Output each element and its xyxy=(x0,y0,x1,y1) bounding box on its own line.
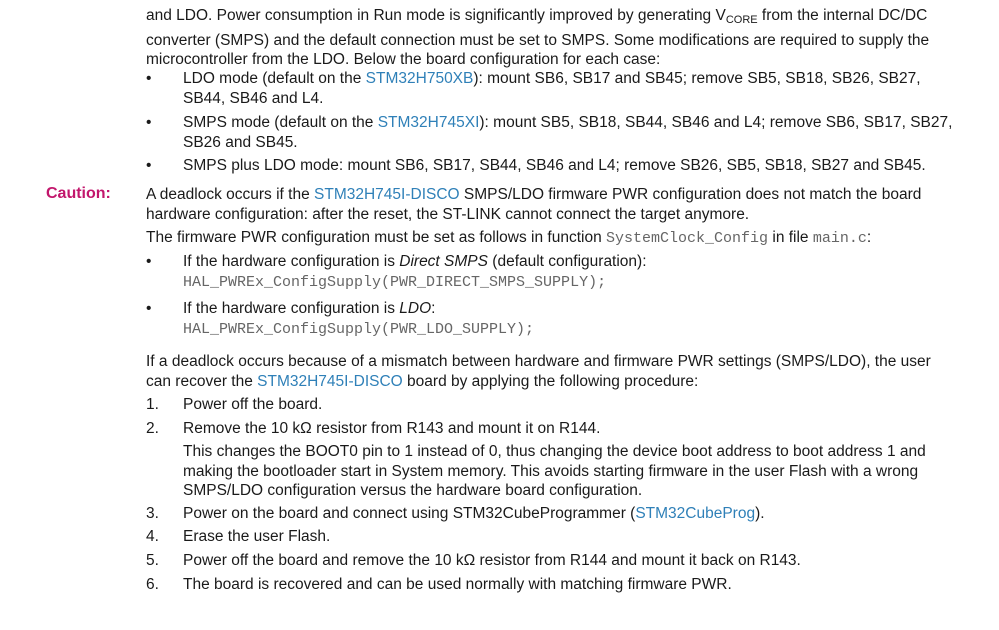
caution-text: A deadlock occurs if the xyxy=(146,186,315,203)
stm32h745i-disco-link-2[interactable]: STM32H745I-DISCO xyxy=(257,372,403,390)
bullet-marker: • xyxy=(146,253,152,270)
stm32h750xb-link[interactable]: STM32H750XB xyxy=(365,70,474,87)
config-text: in file xyxy=(768,229,813,246)
config-text: The firmware PWR configuration must be set as follows in function xyxy=(146,229,607,246)
config-text: : xyxy=(431,300,436,317)
firmware-config-paragraph xyxy=(146,228,966,249)
caution-paragraph xyxy=(146,185,926,224)
step-number: 1. xyxy=(146,396,159,413)
step-number: 3. xyxy=(146,505,159,522)
ldo-code: HAL_PWREx_ConfigSupply(PWR_LDO_SUPPLY); xyxy=(183,320,535,338)
direct-smps-code: HAL_PWREx_ConfigSupply(PWR_DIRECT_SMPS_SUPPLY); xyxy=(183,273,607,291)
step-text-pre: Power on the board and connect using STM32CubeProgrammer ( xyxy=(183,505,636,522)
mode-text: SMPS mode (default on the xyxy=(183,114,378,131)
stm32cubeprog-link[interactable]: STM32CubeProg xyxy=(635,505,756,522)
main-c-code: main.c xyxy=(812,230,867,247)
bullet-marker: • xyxy=(146,300,152,317)
step-number: 4. xyxy=(146,528,159,545)
step-text: The board is recovered and can be used normally with matching firmware PWR. xyxy=(183,576,732,593)
caution-text: SMPS/LDO firmware PWR configuration does not match the board hardware configuration: after the reset, the ST-LINK cannot connect the target anymore. xyxy=(146,186,922,223)
list-item-text: SMPS plus LDO mode: mount SB6, SB17, SB44, SB46 and L4; remove SB26, SB5, SB18, SB27 and SB45. xyxy=(183,157,926,174)
bullet-marker: • xyxy=(146,157,152,174)
bullet-marker: • xyxy=(146,114,152,131)
intro-text-pre: and LDO. Power consumption in Run mode is significantly improved by generating V xyxy=(146,7,726,24)
list-item-text xyxy=(183,113,963,152)
caution-label: Caution: xyxy=(46,185,111,202)
step-text: Erase the user Flash. xyxy=(183,528,331,545)
list-item-text xyxy=(183,69,963,108)
step-number: 2. xyxy=(146,420,159,437)
mode-text: LDO mode (default on the xyxy=(183,70,366,87)
config-emphasis: LDO xyxy=(399,300,432,317)
deadlock-text: board by applying the following procedure: xyxy=(402,372,699,390)
step-text: Power off the board and remove the 10 kΩ resistor from R144 and mount it back on R143. xyxy=(183,552,801,569)
step-number: 6. xyxy=(146,576,159,593)
mode-text: ): mount SB6, SB17 and SB45; remove SB5, SB18, SB26, SB27, SB44, SB46 and L4. xyxy=(183,70,921,107)
stm32h745i-disco-link[interactable]: STM32H745I-DISCO xyxy=(314,186,460,203)
vcore-subscript: CORE xyxy=(725,14,758,26)
config-emphasis: Direct SMPS xyxy=(399,253,488,270)
step-text-post: ). xyxy=(755,505,765,522)
deadlock-paragraph xyxy=(146,352,936,391)
step-text xyxy=(183,504,943,524)
step-number: 5. xyxy=(146,552,159,569)
step-text: Remove the 10 kΩ resistor from R143 and mount it on R144. xyxy=(183,420,601,437)
bullet-marker: • xyxy=(146,70,152,87)
config-text: If the hardware configuration is xyxy=(183,253,400,270)
mode-text: ): mount SB5, SB18, SB44, SB46 and L4; remove SB6, SB17, SB27, SB26 and SB45. xyxy=(183,114,953,151)
list-item-text xyxy=(183,252,963,292)
config-text: (default configuration): xyxy=(487,253,647,270)
deadlock-text: If a deadlock occurs because of a mismatch between hardware and firmware PWR settings (SMPS/LDO), the user can recover the xyxy=(146,353,931,390)
intro-paragraph xyxy=(146,6,936,70)
list-item-text xyxy=(183,299,963,339)
stm32h745xi-link[interactable]: STM32H745XI xyxy=(377,114,480,131)
intro-text-post: from the internal DC/DC converter (SMPS) and the default connection must be set to SMPS. Some modifications are required to supply the microcontroller from the LDO. Below the board configuration for each case: xyxy=(146,7,930,68)
config-text: If the hardware configuration is xyxy=(183,300,400,317)
step-note-text: This changes the BOOT0 pin to 1 instead of 0, thus changing the device boot address to boot address 1 and making the bootloader start in System memory. This avoids starting firmware in the user Flash with a wrong SMPS/LDO configuration versus the hardware board configuration. xyxy=(183,443,926,499)
config-text: : xyxy=(866,229,872,246)
step-text: Power off the board. xyxy=(183,396,323,413)
systemclock-config-code: SystemClock_Config xyxy=(606,230,769,247)
